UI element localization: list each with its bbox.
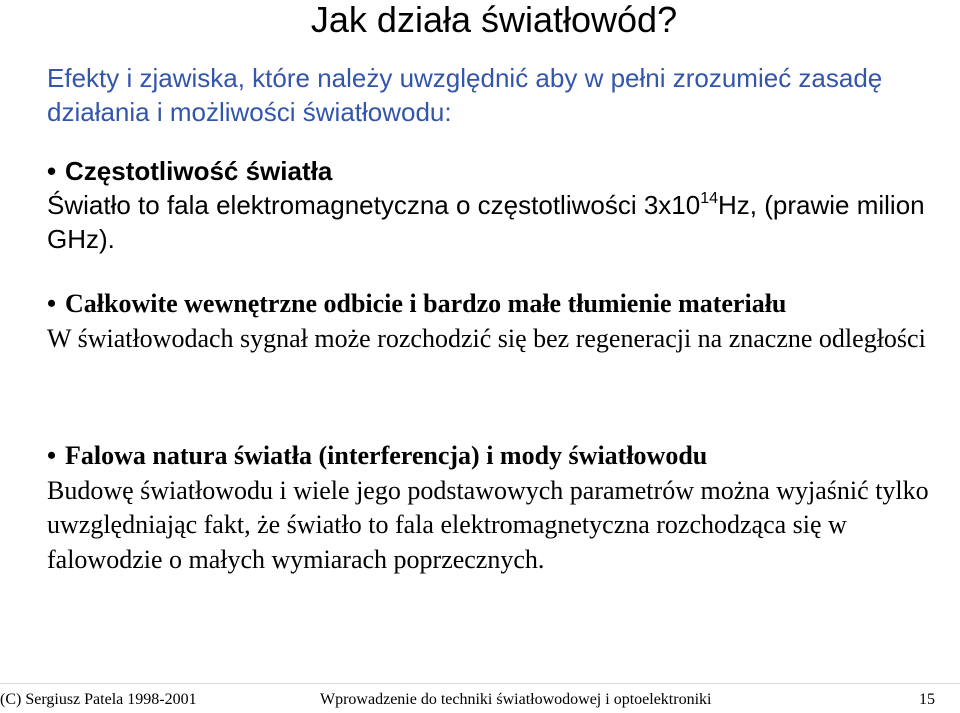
section-heading	[47, 154, 960, 188]
body-text-before: Światło to fala elektromagnetyczna o częstotliwości 3x10	[47, 190, 701, 220]
bullet-icon: •	[47, 289, 57, 318]
section-body: Budowę światłowodu i wiele jego podstawowych parametrów można wyjaśnić tylko uwzględniając fakt, że światło to fala elektromagnetyczna rozchodząca się w falowodzie o małych wymiarach poprzecznych.	[47, 475, 929, 574]
section-heading-text: Całkowite wewnętrzne odbicie i bardzo małe tłumienie materiału	[65, 289, 787, 318]
footer-copyright: (C) Sergiusz Patela 1998-2001	[0, 691, 197, 708]
section-heading-text: Częstotliwość światła	[65, 156, 333, 186]
body-text-after: Hz, (prawie milion GHz).	[47, 190, 925, 254]
bullet-icon: •	[47, 156, 57, 186]
section-light-frequency	[47, 154, 960, 256]
section-heading	[47, 287, 960, 322]
section-heading-text: Falowa natura światła (interferencja) i mody światłowodu	[65, 441, 708, 470]
section-body	[47, 188, 960, 256]
footer-divider	[0, 683, 960, 684]
section-total-internal-reflection	[47, 287, 960, 356]
intro-paragraph: Efekty i zjawiska, które należy uwzględnić aby w pełni zrozumieć zasadę działania i możliwości światłowodu:	[47, 63, 883, 127]
section-body: W światłowodach sygnał może rozchodzić się bez regeneracji na znaczne odległości	[47, 323, 926, 353]
bullet-icon: •	[47, 441, 57, 470]
section-wave-nature	[47, 439, 960, 577]
slide-title: Jak działa światłowód?	[310, 0, 678, 40]
footer-course-title: Wprowadzenie do techniki światłowodowej i optoelektroniki	[320, 691, 712, 708]
section-heading	[47, 439, 960, 474]
exponent: 14	[700, 190, 719, 207]
footer-page-number: 15	[919, 691, 935, 708]
